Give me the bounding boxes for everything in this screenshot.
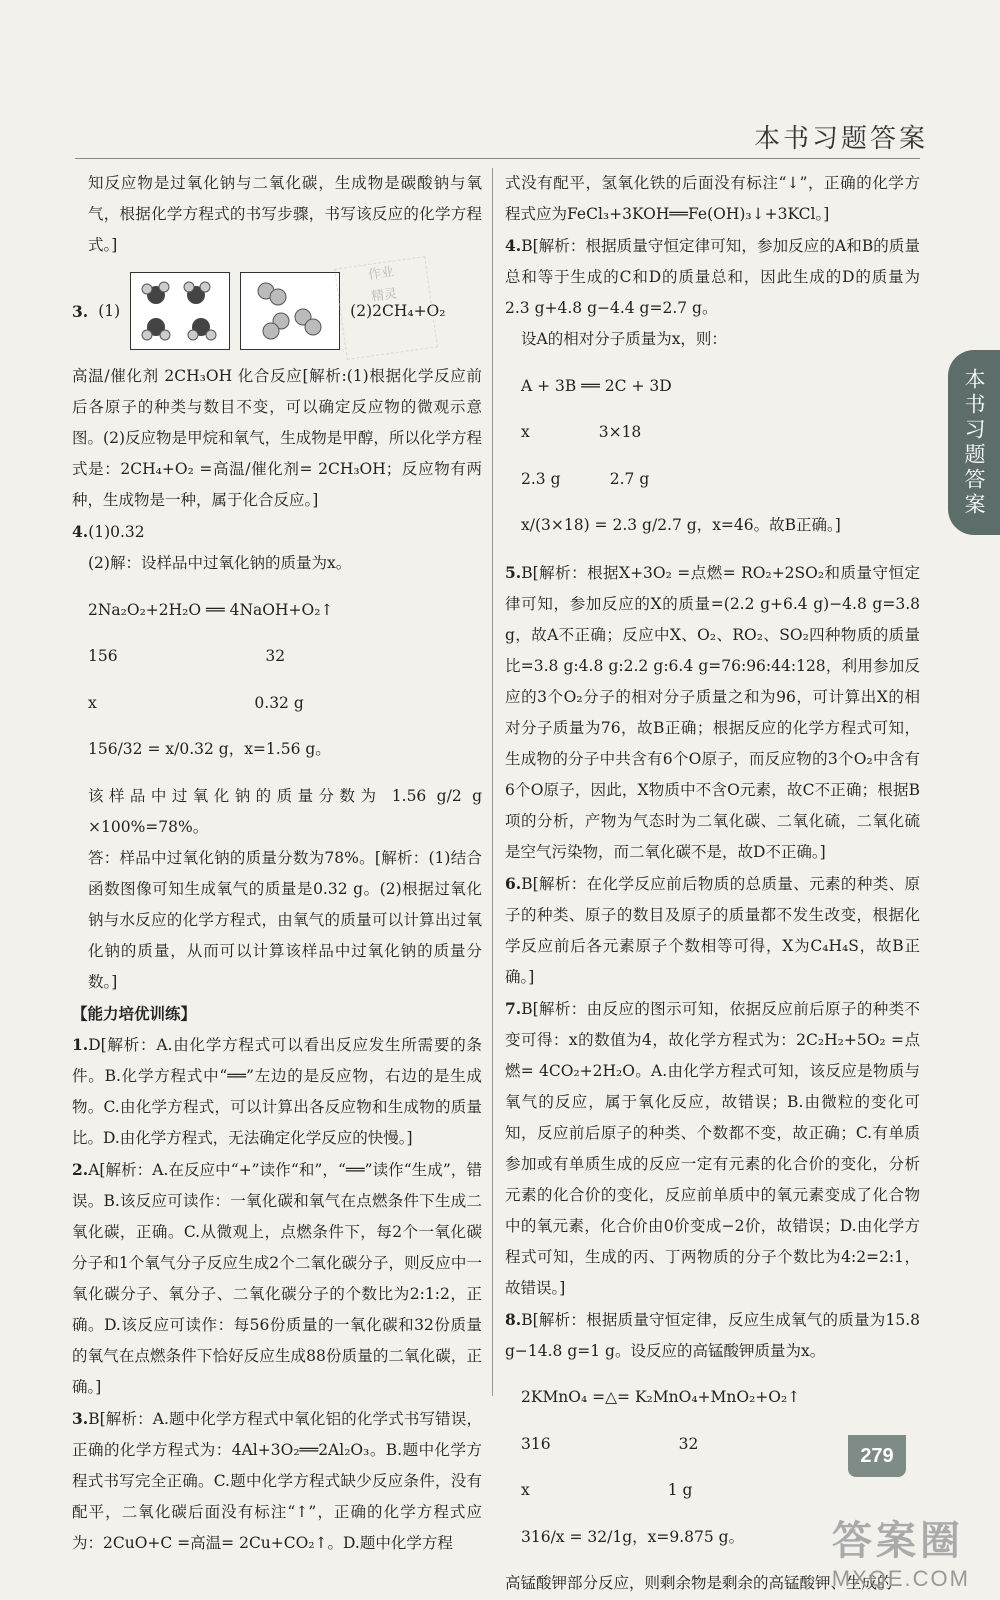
ability-q2 xyxy=(72,1154,482,1403)
q4-part1 xyxy=(72,516,482,548)
question-number: 3. xyxy=(72,1408,89,1428)
q4-ratio-row-1: 156 32 xyxy=(88,647,286,665)
ability-q6 xyxy=(505,868,920,993)
question-number: 7. xyxy=(505,998,522,1018)
ability-q2-text: A[解析：A.在反应中“+”读作“和”，“══”读作“生成”，错误。B.该反应可读作：一氧化碳和氧气在点燃条件下生成二氧化碳，正确。C.从微观上，点燃条件下，每2个一氧化碳分子和1个氧气分子反应生成2个二氧化碳分子，则反应中一氧化碳分子、氧分子、二氧化碳分子的个数比为2:1:2，正确。D.该反应可读作：每56份质量的一氧化碳和32份质量的氧气在点燃条件下恰好反应生成88份质量的二氧化碳，正确。] xyxy=(72,1160,482,1396)
section-heading: 【能力培优训练】 xyxy=(72,1003,197,1023)
molecule-diagram-methane xyxy=(130,272,230,350)
question-number: 1. xyxy=(72,1034,89,1054)
ability-q7-text: B[解析：由反应的图示可知，依据反应前后原子的种类不变可得：x的数值为4，故化学方程式为：2C₂H₂+5O₂ =点燃= 4CO₂+2H₂O。A.由化学方程式可知，该反应是物质与氧气的反应，属于氧化反应，故错误；B.由微粒的变化可知，反应前后原子的种类、个数都不变，故正确；C.有单质参加或有单质生成的反应一定有元素的化合价的变化，分析元素的化合价的变化，反应前单质中的氧元素变成了化合物中的氧元素，化合价由0价变成−2价，故错误；D.由化学方程式可知，生成的丙、丁两物质的分子个数比为4:2=2:1，故错误。] xyxy=(505,999,920,1297)
q3-part1-label: (1) xyxy=(98,301,121,320)
b8-ratio-row-1: 316 32 xyxy=(521,1434,699,1453)
molecule-diagram-oxygen xyxy=(240,272,340,350)
ability-q7 xyxy=(505,993,920,1304)
header-divider xyxy=(75,158,920,159)
page-header-title: 本书习题答案 xyxy=(753,124,928,154)
methane-molecules-icon xyxy=(131,273,229,349)
ability-q5 xyxy=(505,557,920,868)
q4-answer: 答：样品中过氧化钠的质量分数为78%。[解析：(1)结合函数图像可知生成氧气的质量是0.32 g。(2)根据过氧化钠与水反应的化学方程式，由氧气的质量可以计算出过氧化钠的质量，从而可以计算该样品中过氧化钠的质量分数。] xyxy=(88,848,482,991)
question-number: 5. xyxy=(505,562,522,582)
ability-q5-text: B[解析：根据X+3O₂ =点燃= RO₂+2SO₂和质量守恒定律可知，参加反应的X的质量=(2.2 g+6.4 g)−4.8 g=3.8 g，故A不正确；反应中X、O₂、RO₂、SO₂四种物质的质量比=3.8 g:4.8 g:2.2 g:6.4 g=76:96:44:128，利用参加反应的3个O₂分子的相对分子质量之和为96，可计算出X的相对分子质量为76，故B正确；根据反应的化学方程式可知，生成物的分子中共含有6个O原子，而反应物的3个O₂中含有6个O原子，因此，X物质中不含O元素，故C不正确；根据B项的分析，产物为气态时为二氧化碳、二氧化硫，二氧化硫是空气污染物，而二氧化碳不是，故D不正确。] xyxy=(505,563,920,861)
question-number: 2. xyxy=(72,1159,89,1179)
side-tab: 本书习题答案 xyxy=(948,350,1000,535)
page-number: 279 xyxy=(848,1435,906,1477)
q4-mass-fraction: 该样品中过氧化钠的质量分数为 1.56 g/2 g ×100%=78%。 xyxy=(88,786,482,836)
b4-ratio-row-2: 2.3 g 2.7 g xyxy=(521,469,650,488)
ability-q3-text: B[解析：A.题中化学方程式中氧化铝的化学式书写错误，正确的化学方程式为：4Al+3O₂══2Al₂O₃。B.题中化学方程式书写完全正确。C.题中化学方程式缺少反应条件，没有配平，二氧化碳后面没有标注“↑”，正确的化学方程式应为：2CuO+C =高温= 2Cu+CO₂↑。D.题中化学方程 xyxy=(72,1409,482,1552)
question-number: 6. xyxy=(505,873,522,893)
q4-setup: 设A的相对分子质量为x，则： xyxy=(521,330,727,348)
intro-paragraph: 知反应物是过氧化钠与二氧化碳，生成物是碳酸钠与氧气，根据化学方程式的书写步骤，书写该反应的化学方程式。] xyxy=(88,174,482,254)
b4-ratio-solve: x/(3×18) = 2.3 g/2.7 g，x=46。故B正确。] xyxy=(521,516,841,534)
question-number: 3. xyxy=(72,301,89,321)
ability-q4-text: B[解析：根据质量守恒定律可知，参加反应的A和B的质量总和等于生成的C和D的质量总和，因此生成的D的质量为2.3 g+4.8 g−4.4 g=2.7 g。 xyxy=(505,237,920,317)
q3-explanation: 高温/催化剂 2CH₃OH 化合反应[解析:(1)根据化学反应前后各原子的种类与数目不变，可以确定反应物的微观示意图。(2)反应物是甲烷和氧气，生成物是甲醇，所以化学方程式是：2CH₄+O₂ =高温/催化剂= 2CH₃OH；反应物有两种，生成物是一种，属于化合反应。] xyxy=(72,367,482,509)
question-number: 4. xyxy=(505,236,522,255)
stamp-line-1: 作业 xyxy=(367,264,396,284)
ability-q6-text: B[解析：在化学反应前后物质的总质量、元素的种类、原子的种类、原子的数目及原子的质量都不发生改变，根据化学反应前后各元素原子个数相等可得，X为C₄H₄S，故B正确。] xyxy=(505,874,920,986)
q4-equation: 2Na₂O₂+2H₂O ══ 4NaOH+O₂↑ xyxy=(88,600,334,619)
ability-q8 xyxy=(505,1304,920,1367)
q4-ratio-row-2: x 0.32 g xyxy=(88,693,304,712)
oxygen-molecules-icon xyxy=(241,273,339,349)
ability-q1-text: D[解析：A.由化学方程式可以看出反应发生所需要的条件。B.化学方程式中“══”左边的是反应物，右边的是生成物。C.由化学方程式，可以计算出各反应物和生成物的质量比。D.由化学方程式，无法确定化学反应的快慢。] xyxy=(72,1035,482,1147)
b8-equation: 2KMnO₄ =△= K₂MnO₄+MnO₂+O₂↑ xyxy=(521,1388,801,1406)
question-number: 4. xyxy=(72,522,89,541)
stamp-line-2: 精灵 xyxy=(370,286,399,305)
b8-ratio-solve: 316/x = 32/1g，x=9.875 g。 xyxy=(521,1527,745,1546)
q4-ratio-solve: 156/32 = x/0.32 g，x=1.56 g。 xyxy=(88,740,331,758)
right-column xyxy=(505,168,920,1599)
ability-q8-text: B[解析：根据质量守恒定律，反应生成氧气的质量为15.8 g−14.8 g=1 g。设反应的高锰酸钾质量为x。 xyxy=(505,1310,920,1360)
site-url: MXQE.COM xyxy=(831,1566,970,1591)
q4-part1-text: (1)0.32 xyxy=(88,523,145,541)
ability-q1 xyxy=(72,1029,482,1154)
ability-q4 xyxy=(505,230,920,324)
b4-ratio-row-1: x 3×18 xyxy=(521,423,642,441)
b8-ratio-row-2: x 1 g xyxy=(521,1481,693,1499)
stamp-watermark xyxy=(334,256,438,360)
q3-part2-equation: (2)2CH₄+O₂ xyxy=(350,301,446,320)
b4-equation: A + 3B ══ 2C + 3D xyxy=(521,376,672,395)
b8-tail: 高锰酸钾部分反应，则剩余物是剩余的高锰酸钾、生成的 xyxy=(505,1574,893,1592)
column-divider xyxy=(492,168,493,1396)
site-logo: 答案圈 xyxy=(832,1519,964,1563)
left-column xyxy=(72,168,482,1559)
question-number: 8. xyxy=(505,1309,522,1329)
ability-q3 xyxy=(72,1403,482,1559)
continued-paragraph: 式没有配平，氢氧化铁的后面没有标注“↓”，正确的化学方程式应为FeCl₃+3KOH══Fe(OH)₃↓+3KCl。] xyxy=(505,174,920,223)
q4-part2: (2)解：设样品中过氧化钠的质量为x。 xyxy=(88,554,352,572)
